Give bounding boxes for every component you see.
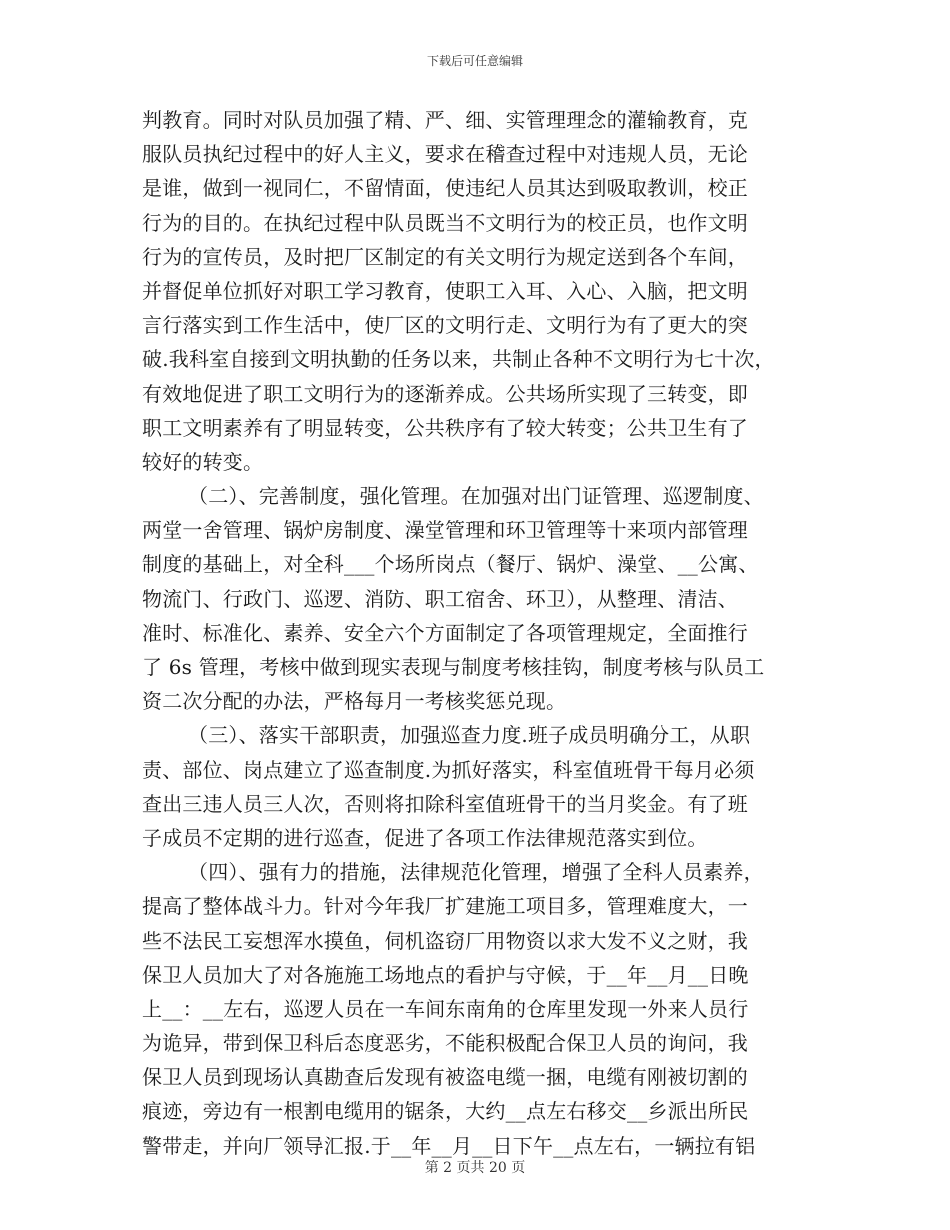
text-line: 是谁，做到一视同仁，不留情面，使违纪人员其达到吸取教训，校正 — [142, 176, 748, 201]
text-line: 提高了整体战斗力。针对今年我厂扩建施工项目多，管理难度大，一 — [142, 894, 748, 919]
paragraph-start-line: （四）、强有力的措施，法律规范化管理，增强了全科人员素养， — [188, 860, 764, 885]
text-line: 破.我科室自接到文明执勤的任务以来，共制止各种不文明行为七十次， — [142, 347, 775, 372]
text-line: 上__：__左右，巡逻人员在一车间东南角的仓库里发现一外来人员行 — [142, 996, 749, 1021]
text-line: 保卫人员加大了对各施施工场地点的看护与守候，于__年__月__日晚 — [142, 962, 749, 987]
text-line: 警带走，并向厂领导汇报.于__年__月__日下午__点左右，一辆拉有铝 — [142, 1133, 756, 1158]
text-line: 较好的转变。 — [142, 449, 264, 474]
text-line: 子成员不定期的进行巡查，促进了各项工作法律规范落实到位。 — [142, 825, 708, 850]
text-line: 两堂一舍管理、锅炉房制度、澡堂管理和环卫管理等十来项内部管理 — [142, 518, 748, 543]
text-line: 并督促单位抓好对职工学习教育，使职工入耳、入心、入脑，把文明 — [142, 278, 748, 303]
text-line: 责、部位、岗点建立了巡查制度.为抓好落实，科室值班骨干每月必须 — [142, 757, 755, 782]
paragraph-start-line: （二）、完善制度，强化管理。在加强对出门证管理、巡逻制度、 — [188, 484, 764, 509]
text-line: 痕迹，旁边有一根割电缆用的锯条，大约__点左右移交__乡派出所民 — [142, 1099, 749, 1124]
text-line: 为诡异，带到保卫科后态度恶劣，不能积极配合保卫人员的询问，我 — [142, 1031, 748, 1056]
text-line: 制度的基础上，对全科___个场所岗点（餐厅、锅炉、澡堂、__公寓、 — [142, 552, 759, 577]
text-line: 查出三违人员三人次，否则将扣除科室值班骨干的当月奖金。有了班 — [142, 791, 748, 816]
text-line: 些不法民工妄想浑水摸鱼，伺机盗窃厂用物资以求大发不义之财，我 — [142, 928, 748, 953]
text-line: 服队员执纪过程中的好人主义，要求在稽查过程中对违规人员，无论 — [142, 142, 748, 167]
text-line: 职工文明素养有了明显转变，公共秩序有了较大转变；公共卫生有了 — [142, 415, 748, 440]
paragraph-start-line: （三）、落实干部职责，加强巡查力度.班子成员明确分工，从职 — [188, 723, 751, 748]
document-body — [142, 103, 810, 1163]
text-line: 了 6s 管理，考核中做到现实表现与制度考核挂钩，制度考核与队员工 — [142, 655, 765, 679]
text-line: 有效地促进了职工文明行为的逐渐养成。公共场所实现了三转变，即 — [142, 381, 748, 406]
text-line: 物流门、行政门、巡逻、消防、职工宿舍、环卫），从整理、清洁、 — [142, 586, 738, 611]
page-number: 第 2 页共 20 页 — [424, 1160, 526, 1176]
text-line: 言行落实到工作生活中，使厂区的文明行走、文明行为有了更大的突 — [142, 313, 748, 338]
page-header: 下载后可任意编辑 — [426, 54, 523, 68]
text-line: 保卫人员到现场认真勘查后发现有被盗电缆一捆，电缆有刚被切割的 — [142, 1065, 748, 1090]
text-line: 行为的目的。在执纪过程中队员既当不文明行为的校正员，也作文明 — [142, 210, 748, 235]
text-line: 准时、标准化、素养、安全六个方面制定了各项管理规定，全面推行 — [142, 620, 748, 645]
text-line: 判教育。同时对队员加强了精、严、细、实管理理念的灌输教育，克 — [142, 108, 748, 132]
text-line: 资二次分配的办法，严格每月一考核奖惩兑现。 — [142, 689, 567, 714]
text-line: 行为的宣传员，及时把厂区制定的有关文明行为规定送到各个车间， — [142, 244, 748, 269]
